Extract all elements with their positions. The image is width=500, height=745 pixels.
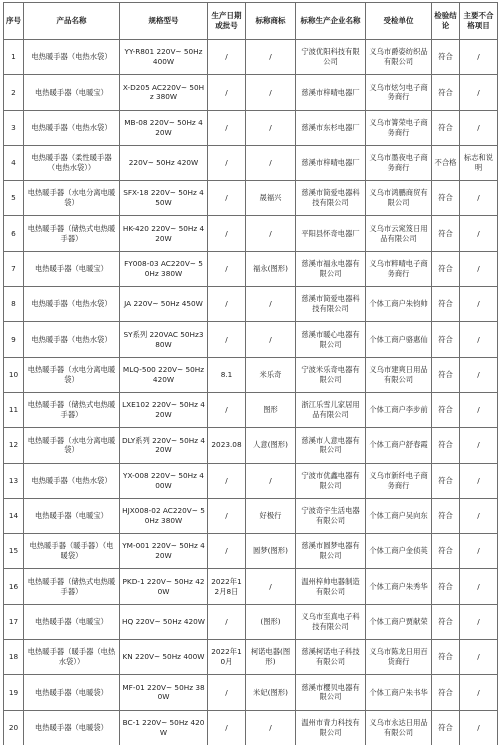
table-row xyxy=(4,251,498,286)
table-cell: 个体工商户贾献荣 xyxy=(366,604,432,639)
header-cell: 受检单位 xyxy=(366,3,432,40)
table-cell: / xyxy=(460,75,498,110)
table-cell: 义乌市陈龙日用百货商行 xyxy=(366,640,432,675)
table-cell: 2023.08 xyxy=(208,428,246,463)
table-cell: 电热暖手器（电热水袋） xyxy=(24,287,120,322)
table-cell: 米乐奇 xyxy=(246,357,296,392)
table-cell: SY系列 220VAC 50Hz380W xyxy=(120,322,208,357)
table-cell: / xyxy=(208,75,246,110)
table-cell: 义乌市鸿鹏商贸有限公司 xyxy=(366,181,432,216)
table-cell: 符合 xyxy=(432,251,460,286)
table-cell: 平阳县怀奇电器厂 xyxy=(296,216,366,251)
table-cell: 圆梦(图形) xyxy=(246,534,296,569)
table-cell: 电热暖手器（水电分离电暖袋） xyxy=(24,428,120,463)
table-cell: X-D205 AC220V~ 50Hz 380W xyxy=(120,75,208,110)
table-cell: 慈溪市梓晴电器厂 xyxy=(296,145,366,180)
table-cell: / xyxy=(460,710,498,745)
table-row xyxy=(4,75,498,110)
table-row xyxy=(4,675,498,710)
table-cell: 符合 xyxy=(432,498,460,533)
table-cell: 人意(图形) xyxy=(246,428,296,463)
table-cell: / xyxy=(246,145,296,180)
table-cell: / xyxy=(208,710,246,745)
table-cell: 7 xyxy=(4,251,24,286)
table-cell: 电热暖手器（水电分离电暖袋） xyxy=(24,181,120,216)
table-row xyxy=(4,287,498,322)
table-cell: / xyxy=(460,604,498,639)
table-cell: 义乌市云窕笈日用品有限公司 xyxy=(366,216,432,251)
table-cell: 6 xyxy=(4,216,24,251)
table-cell: 符合 xyxy=(432,75,460,110)
table-cell: / xyxy=(460,287,498,322)
header-cell: 生产日期或批号 xyxy=(208,3,246,40)
table-cell: / xyxy=(246,463,296,498)
table-cell: JA 220V~ 50Hz 450W xyxy=(120,287,208,322)
table-cell: / xyxy=(460,534,498,569)
table-cell: / xyxy=(460,675,498,710)
table-cell: / xyxy=(246,110,296,145)
table-cell: 5 xyxy=(4,181,24,216)
table-cell: 符合 xyxy=(432,357,460,392)
table-cell: / xyxy=(208,181,246,216)
table-cell: MF-01 220V~ 50Hz 380W xyxy=(120,675,208,710)
table-cell: 义乌市粹晴电子商务商行 xyxy=(366,251,432,286)
table-cell: 个体工商户朱秀华 xyxy=(366,569,432,604)
table-cell: 慈溪市梓晴电器厂 xyxy=(296,75,366,110)
table-cell: 温州梓帅电器制造有限公司 xyxy=(296,569,366,604)
table-cell: / xyxy=(208,251,246,286)
table-cell: / xyxy=(460,428,498,463)
table-cell: 符合 xyxy=(432,710,460,745)
header-cell: 序号 xyxy=(4,3,24,40)
table-cell: 11 xyxy=(4,392,24,427)
table-cell: 电热暖手器（电暖宝） xyxy=(24,604,120,639)
table-cell: / xyxy=(460,392,498,427)
table-cell: (图形) xyxy=(246,604,296,639)
table-cell: 慈溪市暖心电器有限公司 xyxy=(296,322,366,357)
table-row xyxy=(4,181,498,216)
table-cell: / xyxy=(460,569,498,604)
table-cell: 符合 xyxy=(432,110,460,145)
table-cell: 符合 xyxy=(432,640,460,675)
table-cell: 电热暖手器（电热水袋） xyxy=(24,322,120,357)
table-cell: / xyxy=(460,640,498,675)
table-cell: 义乌市炫匀电子商务商行 xyxy=(366,75,432,110)
table-cell: 温州市青力科技有限公司 xyxy=(296,710,366,745)
table-cell: 好极行 xyxy=(246,498,296,533)
table-cell: 个体工商户朱钧帅 xyxy=(366,287,432,322)
table-cell: LXE102 220V~ 50Hz 420W xyxy=(120,392,208,427)
table-cell: 15 xyxy=(4,534,24,569)
table-cell: 电热暖手器（电暖宝） xyxy=(24,251,120,286)
table-cell: / xyxy=(208,675,246,710)
table-cell: 2022年12月8日 xyxy=(208,569,246,604)
table-cell: 14 xyxy=(4,498,24,533)
table-cell: / xyxy=(208,145,246,180)
table-cell: 个体工商户金侦英 xyxy=(366,534,432,569)
table-cell: / xyxy=(208,604,246,639)
table-cell: 12 xyxy=(4,428,24,463)
table-cell: / xyxy=(246,322,296,357)
table-cell: 电热暖手器（储热式电热暖手器） xyxy=(24,216,120,251)
table-cell: / xyxy=(246,569,296,604)
header-cell: 标称商标 xyxy=(246,3,296,40)
inspection-results-table xyxy=(3,2,498,745)
table-row xyxy=(4,322,498,357)
table-cell: YM-001 220V~ 50Hz 420W xyxy=(120,534,208,569)
table-cell: 宁波市优鑫电器有限公司 xyxy=(296,463,366,498)
table-cell: 10 xyxy=(4,357,24,392)
table-cell: 9 xyxy=(4,322,24,357)
table-row xyxy=(4,604,498,639)
header-cell: 规格型号 xyxy=(120,3,208,40)
table-cell: 个体工商户吴向东 xyxy=(366,498,432,533)
table-cell: 符合 xyxy=(432,463,460,498)
table-cell: / xyxy=(460,216,498,251)
table-cell: 慈溪市简爱电器科技有限公司 xyxy=(296,181,366,216)
table-cell: 电热暖手器（柔性暖手器（电热水袋）） xyxy=(24,145,120,180)
table-cell: 19 xyxy=(4,675,24,710)
table-cell: / xyxy=(208,463,246,498)
table-cell: / xyxy=(208,110,246,145)
table-cell: KN 220V~ 50Hz 400W xyxy=(120,640,208,675)
table-cell: 电热暖手器（电暖宝） xyxy=(24,498,120,533)
header-cell: 主要不合格项目 xyxy=(460,3,498,40)
table-cell: / xyxy=(246,216,296,251)
table-cell: 标志和说明 xyxy=(460,145,498,180)
table-cell: 宁波米乐奇电器有限公司 xyxy=(296,357,366,392)
table-cell: YY-R801 220V~ 50Hz 400W xyxy=(120,40,208,75)
table-cell: 符合 xyxy=(432,428,460,463)
table-header-row xyxy=(4,3,498,40)
table-cell: 电热暖手器（储热式电热暖手器） xyxy=(24,569,120,604)
table-body xyxy=(4,40,498,745)
table-cell: 17 xyxy=(4,604,24,639)
table-cell: / xyxy=(460,357,498,392)
table-cell: 浙江乐雪儿家居用品有限公司 xyxy=(296,392,366,427)
table-cell: 个体工商户骆惠仙 xyxy=(366,322,432,357)
header-cell: 产品名称 xyxy=(24,3,120,40)
table-cell: 义乌市新纤电子商务商行 xyxy=(366,463,432,498)
table-row xyxy=(4,710,498,745)
table-cell: 电热暖手器（水电分离电暖袋） xyxy=(24,357,120,392)
table-cell: 1 xyxy=(4,40,24,75)
table-cell: HK-420 220V~ 50Hz 420W xyxy=(120,216,208,251)
table-cell: 慈溪市福永电器有限公司 xyxy=(296,251,366,286)
table-cell: 13 xyxy=(4,463,24,498)
table-row xyxy=(4,463,498,498)
table-cell: 个体工商户李步前 xyxy=(366,392,432,427)
table-cell: 义乌市建爽日用品有限公司 xyxy=(366,357,432,392)
table-cell: 3 xyxy=(4,110,24,145)
table-cell: 2 xyxy=(4,75,24,110)
table-row xyxy=(4,216,498,251)
table-cell: 4 xyxy=(4,145,24,180)
table-cell: 18 xyxy=(4,640,24,675)
table-cell: / xyxy=(208,534,246,569)
table-row xyxy=(4,534,498,569)
table-cell: / xyxy=(460,463,498,498)
table-cell: YX-008 220V~ 50Hz 400W xyxy=(120,463,208,498)
table-cell: / xyxy=(460,322,498,357)
table-cell: / xyxy=(208,40,246,75)
table-cell: / xyxy=(460,181,498,216)
table-cell: HJX008-02 AC220V~ 50Hz 380W xyxy=(120,498,208,533)
table-cell: 符合 xyxy=(432,604,460,639)
header-cell: 检验结论 xyxy=(432,3,460,40)
table-cell: 2022年10月 xyxy=(208,640,246,675)
table-cell: DLY系列 220V~ 50Hz 420W xyxy=(120,428,208,463)
table-cell: / xyxy=(246,75,296,110)
table-cell: PKD-1 220V~ 50Hz 420W xyxy=(120,569,208,604)
table-cell: 符合 xyxy=(432,216,460,251)
table-cell: 不合格 xyxy=(432,145,460,180)
table-row xyxy=(4,428,498,463)
table-cell: / xyxy=(208,322,246,357)
table-cell: 米妃(图形) xyxy=(246,675,296,710)
table-cell: HQ 220V~ 50Hz 420W xyxy=(120,604,208,639)
table-cell: SFX-18 220V~ 50Hz 450W xyxy=(120,181,208,216)
table-cell: / xyxy=(208,287,246,322)
table-cell: 符合 xyxy=(432,392,460,427)
table-cell: 电热暖手器（暖手器）（电暖袋） xyxy=(24,534,120,569)
table-cell: 宁波奇宇生活电器有限公司 xyxy=(296,498,366,533)
table-cell: 符合 xyxy=(432,40,460,75)
table-cell: / xyxy=(460,498,498,533)
table-cell: 福永(图形) xyxy=(246,251,296,286)
table-cell: 宁波优阳科技有限公司 xyxy=(296,40,366,75)
table-cell: 20 xyxy=(4,710,24,745)
header-cell: 标称生产企业名称 xyxy=(296,3,366,40)
table-cell: 电热暖手器（电热水袋） xyxy=(24,40,120,75)
table-cell: 慈溪市东杉电器厂 xyxy=(296,110,366,145)
table-cell: 慈溪柯诺电子科技有限公司 xyxy=(296,640,366,675)
table-cell: 义乌市墨夜电子商务商行 xyxy=(366,145,432,180)
table-row xyxy=(4,145,498,180)
table-cell: 个体工商户舒春霞 xyxy=(366,428,432,463)
table-cell: BC-1 220V~ 50Hz 420W xyxy=(120,710,208,745)
table-cell: 柯诺电器(图形) xyxy=(246,640,296,675)
table-row xyxy=(4,392,498,427)
table-cell: 义乌市永达日用品有限公司 xyxy=(366,710,432,745)
table-cell: / xyxy=(246,710,296,745)
table-cell: / xyxy=(208,498,246,533)
table-cell: 义乌市至真电子科技有限公司 xyxy=(296,604,366,639)
table-cell: 电热暖手器（电热水袋） xyxy=(24,463,120,498)
table-cell: / xyxy=(460,40,498,75)
table-cell: 电热暖手器（电暖袋） xyxy=(24,675,120,710)
table-cell: / xyxy=(246,40,296,75)
table-cell: / xyxy=(246,287,296,322)
table-cell: 符合 xyxy=(432,287,460,322)
table-cell: 符合 xyxy=(432,569,460,604)
table-cell: 义乌市爵姿纺织品有限公司 xyxy=(366,40,432,75)
table-cell: 慈溪市圆梦电器有限公司 xyxy=(296,534,366,569)
table-cell: / xyxy=(208,392,246,427)
table-cell: 电热暖手器（电暖宝） xyxy=(24,75,120,110)
table-cell: / xyxy=(460,110,498,145)
table-cell: 慈溪市简爱电器科技有限公司 xyxy=(296,287,366,322)
table-row xyxy=(4,640,498,675)
table-cell: / xyxy=(460,251,498,286)
table-cell: 电热暖手器（电暖袋） xyxy=(24,710,120,745)
table-cell: 图形 xyxy=(246,392,296,427)
table-cell: FY008-03 AC220V~ 50Hz 380W xyxy=(120,251,208,286)
table-cell: 符合 xyxy=(432,322,460,357)
table-cell: 符合 xyxy=(432,181,460,216)
table-cell: MB-08 220V~ 50Hz 420W xyxy=(120,110,208,145)
table-cell: 慈溪市人意电器有限公司 xyxy=(296,428,366,463)
table-row xyxy=(4,357,498,392)
table-cell: 符合 xyxy=(432,534,460,569)
table-cell: 符合 xyxy=(432,675,460,710)
table-cell: 电热暖手器（储热式电热暖手器） xyxy=(24,392,120,427)
table-cell: 个体工商户朱书华 xyxy=(366,675,432,710)
table-row xyxy=(4,569,498,604)
table-cell: 8 xyxy=(4,287,24,322)
table-cell: 16 xyxy=(4,569,24,604)
table-row xyxy=(4,498,498,533)
table-cell: 义乌市箐荣电子商务商行 xyxy=(366,110,432,145)
table-cell: MLQ-500 220V~ 50Hz 420W xyxy=(120,357,208,392)
table-cell: 8.1 xyxy=(208,357,246,392)
table-cell: / xyxy=(208,216,246,251)
table-row xyxy=(4,40,498,75)
table-cell: 晟福兴 xyxy=(246,181,296,216)
table-cell: 慈溪市樱贝电器有限公司 xyxy=(296,675,366,710)
table-cell: 电热暖手器（电热水袋） xyxy=(24,110,120,145)
table-cell: 电热暖手器（暖手器（电热水袋）） xyxy=(24,640,120,675)
table-row xyxy=(4,110,498,145)
table-cell: 220V~ 50Hz 420W xyxy=(120,145,208,180)
